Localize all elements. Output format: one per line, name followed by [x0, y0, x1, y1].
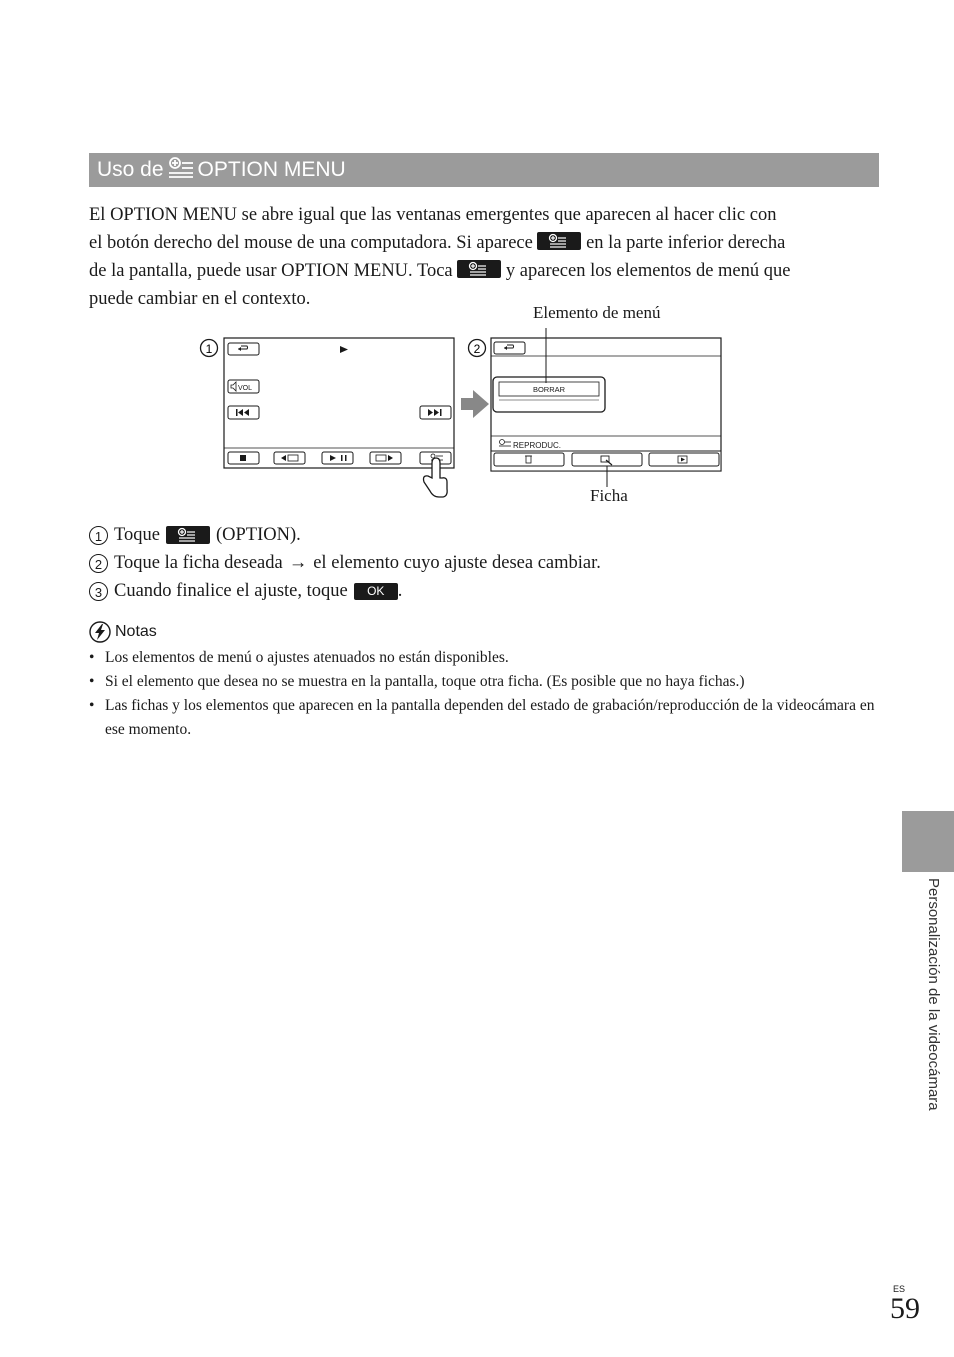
intro-line-2-a: el botón derecho del mouse de una computadora. Si aparece — [89, 233, 533, 253]
step-1-text-b: (OPTION). — [215, 524, 301, 545]
intro-line-2-b: en la parte inferior derecha — [586, 233, 786, 253]
notes-title: Notas — [115, 623, 157, 640]
option-button-icon — [457, 260, 501, 278]
step-2-text-a: Toque la ficha deseada — [114, 552, 283, 573]
note-2: • Si el elemento que desea no se muestra en la pantalla, toque otra ficha. (Es posible que no haya fichas.) — [89, 670, 884, 694]
intro-line-4: puede cambiar en el contexto. — [89, 289, 311, 309]
tab-caption: REPRODUC. — [513, 441, 562, 450]
notes-heading — [89, 621, 157, 643]
play-pause-button[interactable] — [322, 452, 353, 464]
intro-line-2 — [89, 229, 889, 257]
note-3: • Las fichas y los elementos que aparecen en la pantalla dependen del estado de grabación/reproducción de la videocámara en ese momento. — [89, 694, 884, 742]
note-3-text: Las fichas y los elementos que aparecen en la pantalla dependen del estado de grabación/reproducción de la videocámara en ese momento. — [105, 697, 875, 738]
option-button-icon — [166, 526, 210, 544]
label-tab: Ficha — [590, 486, 628, 505]
page-language: ES — [893, 1284, 906, 1294]
step-1-marker-num: 1 — [205, 342, 213, 356]
step-2-marker-num: 2 — [473, 342, 481, 356]
back-button[interactable] — [228, 343, 259, 355]
option-menu-figure — [195, 328, 735, 504]
step-2 — [89, 550, 601, 576]
section-title-prefix: Uso de — [97, 158, 164, 181]
option-button-icon — [537, 232, 581, 250]
section-title — [97, 156, 346, 184]
step-3 — [89, 578, 402, 604]
intro-line-3-b: y aparecen los elementos de menú que — [505, 261, 791, 281]
stop-button[interactable] — [228, 452, 259, 464]
tab-delete[interactable] — [494, 453, 564, 466]
intro-line-3-a: de la pantalla, puede usar OPTION MENU. Toca — [89, 261, 453, 281]
step-3-number: 3 — [89, 582, 108, 601]
volume-label: VOL — [238, 385, 253, 392]
option-menu-icon — [168, 157, 194, 179]
back-button[interactable] — [494, 342, 525, 354]
intro-line-3 — [89, 257, 889, 285]
rewind-button[interactable] — [274, 452, 305, 464]
menu-item-borrar-label: BORRAR — [532, 385, 566, 394]
step-1 — [89, 522, 301, 548]
note-2-text: Si el elemento que desea no se muestra en la pantalla, toque otra ficha. (Es posible que no haya fichas.) — [105, 673, 745, 690]
ok-button-icon: OK — [354, 583, 398, 600]
screen-1 — [224, 338, 454, 468]
note-1: • Los elementos de menú o ajustes atenuados no están disponibles. — [89, 646, 884, 670]
arrow-right-icon: → — [288, 552, 308, 573]
step-3-text-a: Cuando finalice el ajuste, toque — [114, 580, 348, 601]
notes-icon — [89, 621, 111, 643]
tab-edit[interactable] — [572, 453, 642, 466]
tab-playback[interactable] — [649, 453, 719, 466]
label-menu-item: Elemento de menú — [533, 303, 661, 322]
page-number: 59 — [890, 1292, 920, 1325]
step-2-number: 2 — [89, 554, 108, 573]
fast-forward-button[interactable] — [370, 452, 401, 464]
step-2-text-b: el elemento cuyo ajuste desea cambiar. — [313, 552, 601, 573]
step-1-number: 1 — [89, 526, 108, 545]
chapter-side-label: Personalización de la videocámara — [925, 878, 942, 1111]
note-1-text: Los elementos de menú o ajustes atenuados no están disponibles. — [105, 649, 509, 666]
chapter-side-tab — [902, 811, 954, 872]
previous-button[interactable] — [228, 406, 259, 419]
step-1-text-a: Toque — [114, 524, 160, 545]
step-3-text-b: . — [397, 580, 403, 601]
arrow-right-icon — [461, 390, 489, 418]
menu-item-borrar[interactable] — [493, 377, 605, 412]
section-title-text: OPTION MENU — [197, 158, 346, 181]
intro-line-1: El OPTION MENU se abre igual que las ventanas emergentes que aparecen al hacer clic con — [89, 205, 777, 225]
next-button[interactable] — [420, 406, 451, 419]
